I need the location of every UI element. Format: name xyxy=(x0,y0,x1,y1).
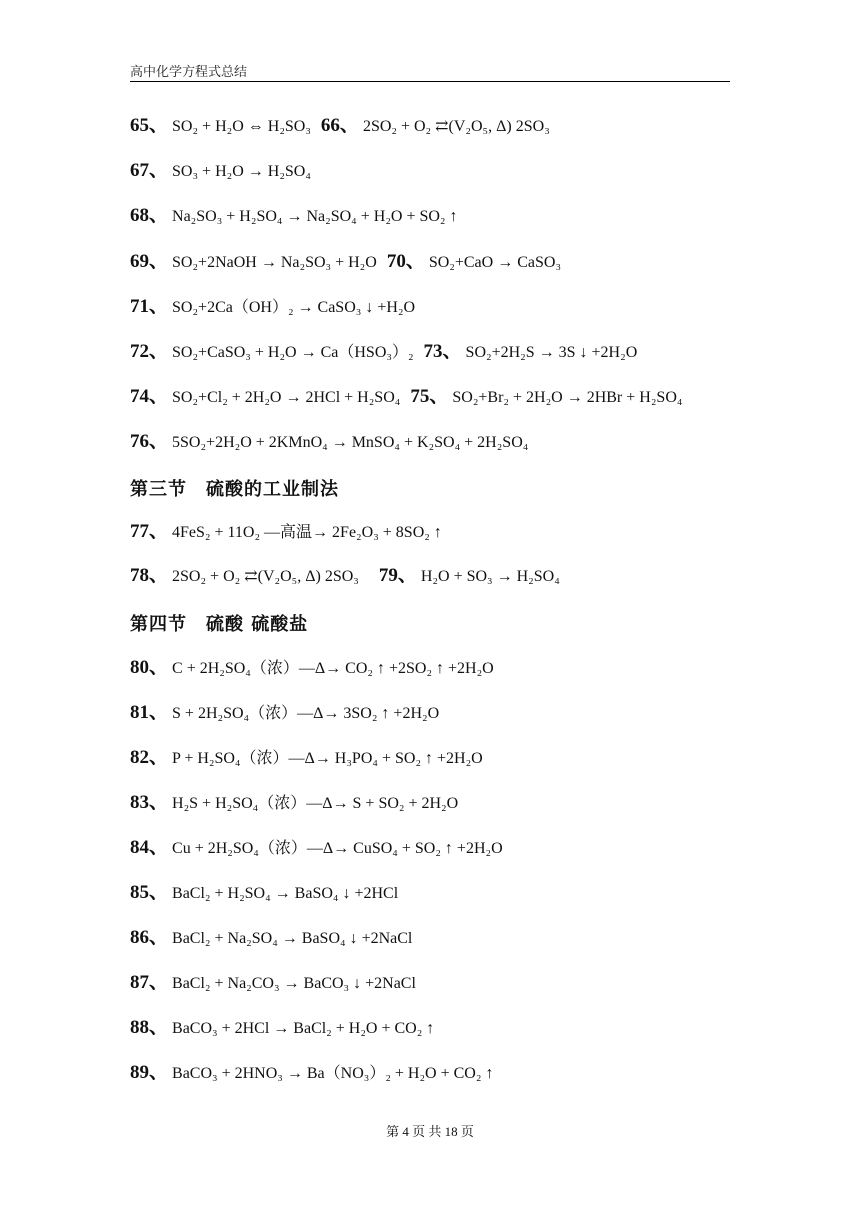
equation-number: 68、 xyxy=(130,205,169,226)
equation-text: Na₂SO₃ + H₂SO₄ → Na₂SO₄ + H₂O + SO₂ ↑ xyxy=(172,208,458,225)
section-heading: 第三节 硫酸的工业制法 xyxy=(130,479,339,500)
equation-number: 78、 xyxy=(130,565,169,586)
equation-row xyxy=(130,202,458,230)
equation-text: C + 2H₂SO₄（浓）—Δ→ CO₂ ↑ +2SO₂ ↑ +2H₂O xyxy=(172,660,494,677)
equation-number: 77、 xyxy=(130,521,169,542)
page-header-title: 高中化学方程式总结 xyxy=(130,64,248,79)
equation-text: 5SO₂+2H₂O + 2KMnO₄ → MnSO₄ + K₂SO₄ + 2H₂SO₄ xyxy=(172,434,529,451)
equation-text: SO₂ + H₂O ⇔ H₂SO₃ xyxy=(172,118,311,135)
equation-row xyxy=(130,428,528,456)
equation-number: 85、 xyxy=(130,882,169,903)
equation-text: BaCO₃ + 2HNO₃ → Ba（NO₃）₂ + H₂O + CO₂ ↑ xyxy=(172,1065,494,1082)
equation-number: 66、 xyxy=(320,115,359,136)
equation-text: SO₂+2H₂S → 3S ↓ +2H₂O xyxy=(465,344,638,361)
equation-number: 72、 xyxy=(130,341,169,362)
equation-row xyxy=(130,834,503,862)
page-footer: 第 4 页 共 18 页 xyxy=(386,1124,474,1139)
equation-number: 74、 xyxy=(130,386,169,407)
equation-row xyxy=(130,654,494,682)
equation-text: BaCl₂ + Na₂CO₃ → BaCO₃ ↓ +2NaCl xyxy=(172,975,416,992)
equation-text: SO₂+2Ca（OH）₂ → CaSO₃ ↓ +H₂O xyxy=(172,299,416,316)
equation-row xyxy=(130,518,442,546)
equation-row xyxy=(130,157,311,185)
equation-text: SO₂+Cl₂ + 2H₂O → 2HCl + H₂SO₄ xyxy=(172,389,401,406)
equation-row xyxy=(130,338,637,366)
equation-number: 73、 xyxy=(423,341,462,362)
equation-number: 89、 xyxy=(130,1062,169,1083)
equation-row xyxy=(130,744,483,772)
equation-row xyxy=(130,1059,493,1087)
equation-text: S + 2H₂SO₄（浓）—Δ→ 3SO₂ ↑ +2H₂O xyxy=(172,705,440,722)
header-divider xyxy=(130,81,730,82)
equation-number: 84、 xyxy=(130,837,169,858)
equation-number: 81、 xyxy=(130,702,169,723)
equation-text: 2SO₂ + O₂ ⇄(V₂O₅, Δ) 2SO₃ xyxy=(172,568,359,585)
equation-number: 80、 xyxy=(130,657,169,678)
equation-text: BaCl₂ + Na₂SO₄ → BaSO₄ ↓ +2NaCl xyxy=(172,930,413,947)
equation-row xyxy=(130,562,560,590)
section-heading: 第四节 硫酸 硫酸盐 xyxy=(130,614,309,635)
equation-text: BaCl₂ + H₂SO₄ → BaSO₄ ↓ +2HCl xyxy=(172,885,399,902)
equation-row xyxy=(130,789,458,817)
equation-text: BaCO₃ + 2HCl → BaCl₂ + H₂O + CO₂ ↑ xyxy=(172,1020,435,1037)
equation-text: H₂O + SO₃ → H₂SO₄ xyxy=(420,568,560,585)
equation-row xyxy=(130,699,439,727)
equation-text: SO₂+CaSO₃ + H₂O → Ca（HSO₃）₂ xyxy=(172,344,414,361)
equation-number: 79、 xyxy=(378,565,417,586)
equation-text: SO₂+CaO → CaSO₃ xyxy=(428,254,562,271)
equation-row xyxy=(130,924,412,952)
equation-row xyxy=(130,383,682,411)
equation-number: 82、 xyxy=(130,747,169,768)
equation-number: 71、 xyxy=(130,296,169,317)
equation-number: 87、 xyxy=(130,972,169,993)
equation-number: 70、 xyxy=(386,251,425,272)
equation-text: SO₂+2NaOH → Na₂SO₃ + H₂O xyxy=(172,254,377,271)
equation-text: Cu + 2H₂SO₄（浓）—Δ→ CuSO₄ + SO₂ ↑ +2H₂O xyxy=(172,840,503,857)
equation-number: 83、 xyxy=(130,792,169,813)
equation-number: 75、 xyxy=(410,386,449,407)
equation-row xyxy=(130,112,550,140)
equation-row xyxy=(130,879,398,907)
equation-number: 65、 xyxy=(130,115,169,136)
equation-number: 67、 xyxy=(130,160,169,181)
equation-row xyxy=(130,1014,434,1042)
equation-row xyxy=(130,293,415,321)
equation-text: 2SO₂ + O₂ ⇄(V₂O₅, Δ) 2SO₃ xyxy=(362,118,550,135)
equation-text: H₂S + H₂SO₄（浓）—Δ→ S + SO₂ + 2H₂O xyxy=(172,795,459,812)
equation-number: 86、 xyxy=(130,927,169,948)
equation-text: SO₂+Br₂ + 2H₂O → 2HBr + H₂SO₄ xyxy=(452,389,683,406)
equation-row xyxy=(130,969,416,997)
equation-number: 76、 xyxy=(130,431,169,452)
equation-row xyxy=(130,248,561,276)
equation-text: 4FeS₂ + 11O₂ —高温→ 2Fe₂O₃ + 8SO₂ ↑ xyxy=(172,524,442,541)
equation-text: P + H₂SO₄（浓）—Δ→ H₃PO₄ + SO₂ ↑ +2H₂O xyxy=(172,750,483,767)
equation-number: 69、 xyxy=(130,251,169,272)
equation-text: SO₃ + H₂O → H₂SO₄ xyxy=(172,163,311,180)
equation-number: 88、 xyxy=(130,1017,169,1038)
